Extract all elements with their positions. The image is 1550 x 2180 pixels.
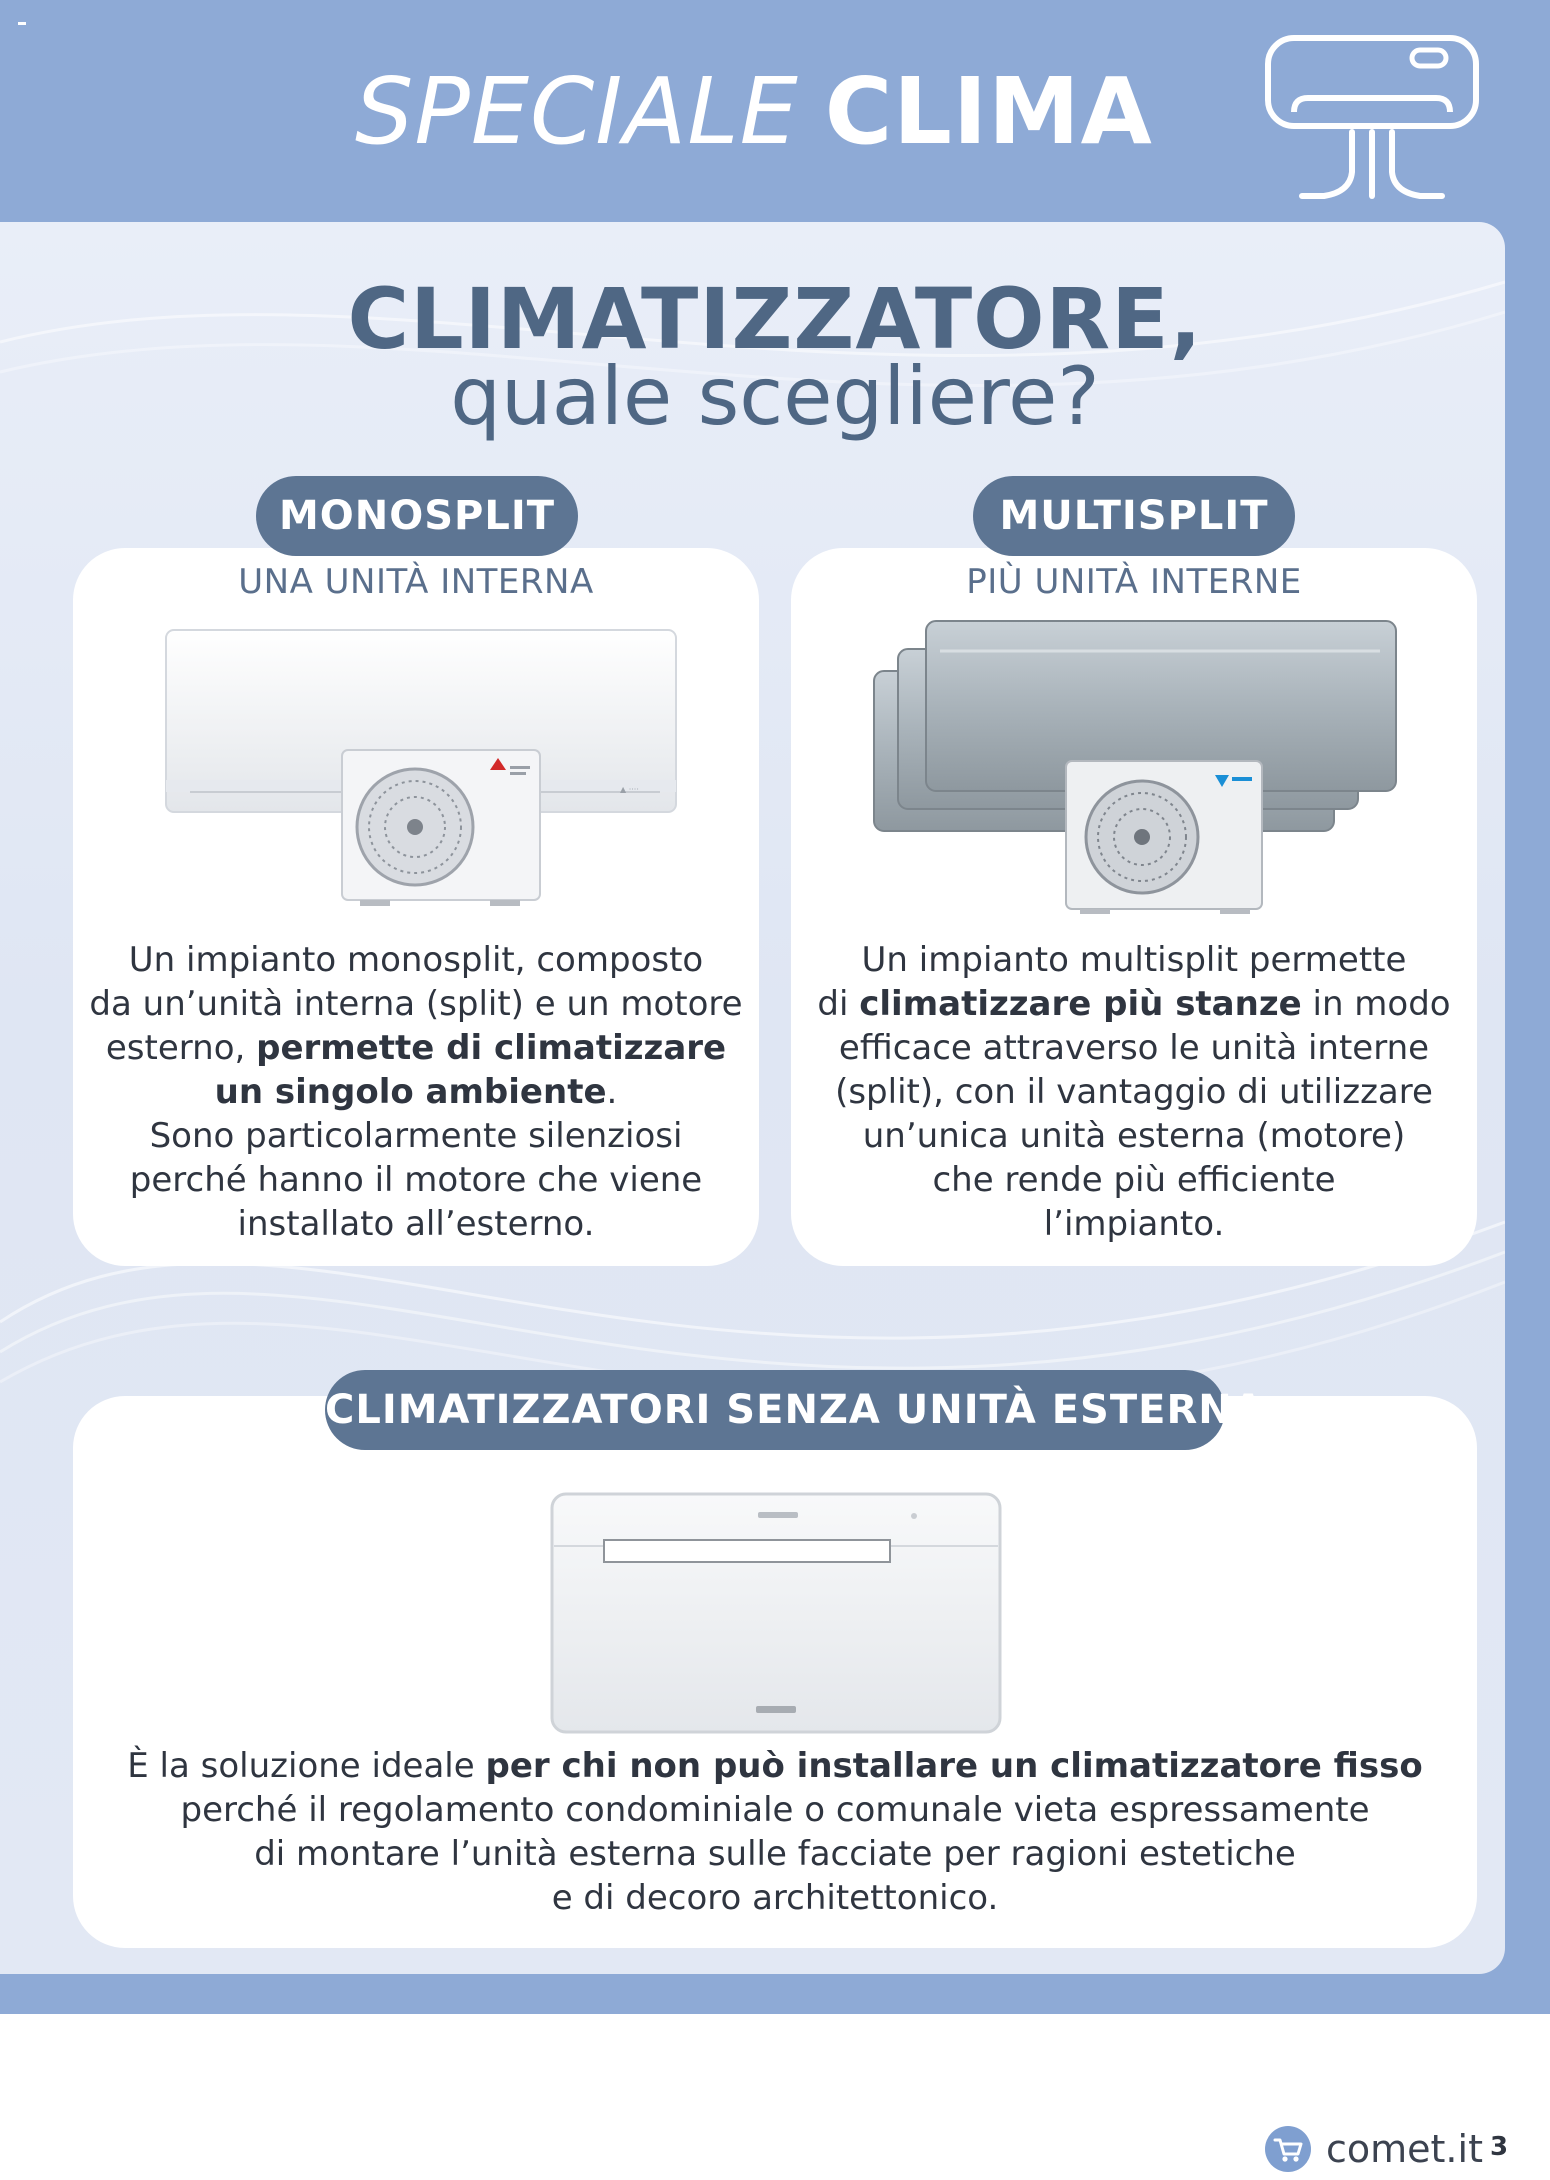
multisplit-text: in modo [1312,984,1451,1024]
multisplit-subtitle: PIÙ UNITÀ INTERNE [966,562,1302,602]
multisplit-text: di [817,984,849,1024]
senza-unita-text: È la soluzione ideale [127,1746,475,1786]
header-title-bold: CLIMA [824,58,1153,165]
monosplit-line: Sono particolarmente silenziosi [149,1116,683,1156]
unico-product-image [548,1490,1004,1736]
multisplit-line: (split), con il vantaggio di utilizzare [835,1072,1433,1112]
svg-text:▲ ····: ▲ ···· [620,785,639,794]
senza-unita-line [73,1744,1477,1788]
senza-unita-line: e di decoro architettonico. [551,1878,999,1918]
senza-unita-highlight: per chi non può installare un climatizzatore fisso [485,1746,1423,1786]
multisplit-line: Un impianto multisplit permette [861,940,1407,980]
monosplit-label: MONOSPLIT [256,476,578,556]
footer-brand[interactable] [1264,2124,1483,2174]
multisplit-label: MULTISPLIT [973,476,1295,556]
multisplit-line: un’unica unità esterna (motore) [862,1116,1406,1156]
header-title-light: SPECIALE [355,58,799,165]
monosplit-text: . [606,1072,618,1112]
monosplit-line: da un’unità interna (split) e un motore [89,984,743,1024]
senza-unita-line: di montare l’unità esterna sulle facciate per ragioni estetiche [254,1834,1296,1874]
corner-mark [18,22,26,25]
multisplit-line: efficace attraverso le unità interne [838,1028,1430,1068]
multisplit-line: l’impianto. [1043,1204,1225,1244]
shopping-cart-icon [1264,2125,1312,2173]
page-header-title [355,58,1153,165]
senza-unita-line: perché il regolamento condominiale o comunale vieta espressamente [180,1790,1370,1830]
multisplit-description [791,938,1477,1246]
monosplit-product-image [160,620,680,910]
senza-unita-label: CLIMATIZZATORI SENZA UNITÀ ESTERNA [325,1370,1225,1450]
page-number: 3 [1490,2132,1509,2162]
monosplit-line [73,1026,759,1070]
air-conditioner-icon [1262,32,1482,204]
monosplit-subtitle: UNA UNITÀ INTERNA [238,562,594,602]
multisplit-product-image [870,615,1410,915]
monosplit-line: installato all’esterno. [237,1204,595,1244]
monosplit-highlight: permette di climatizzare [256,1028,727,1068]
main-subheading: quale scegliere? [450,350,1100,443]
multisplit-highlight: climatizzare più stanze [859,984,1302,1024]
multisplit-line: che rende più efficiente [932,1160,1336,1200]
monosplit-line: Un impianto monosplit, composto [128,940,704,980]
multisplit-line [791,982,1477,1026]
monosplit-text: esterno, [105,1028,246,1068]
main-heading: CLIMATIZZATORE, [347,270,1203,368]
monosplit-description [73,938,759,1246]
monosplit-line: perché hanno il motore che viene [129,1160,703,1200]
monosplit-highlight: un singolo ambiente [214,1072,607,1112]
monosplit-line [73,1070,759,1114]
brand-name: comet.it [1326,2127,1483,2171]
senza-unita-description [73,1744,1477,1920]
